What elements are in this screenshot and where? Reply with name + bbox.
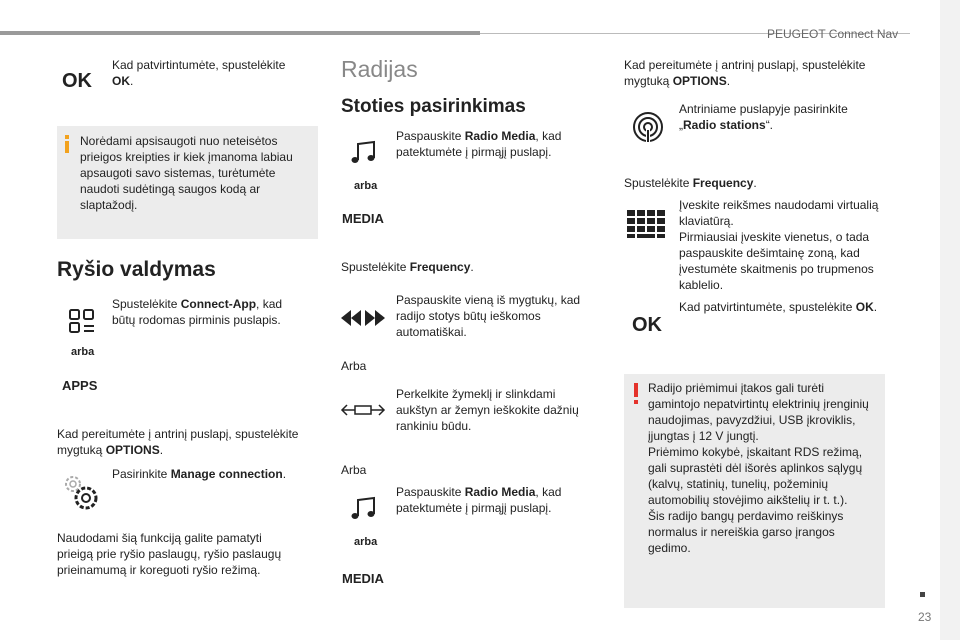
radio-antenna-icon bbox=[632, 111, 664, 143]
keypad-instruction: Įveskite reikšmes naudodami virtualią klaviatūrą. Pirmiausiai įveskite vienetus, o tada paspauskite dešimtainę zoną, kad įvestumėte skaitmenis po trupmenos kablelio. bbox=[679, 198, 879, 292]
ok-icon: OK bbox=[632, 314, 662, 336]
arba-label: arba bbox=[71, 346, 95, 358]
ok-instruction: Kad patvirtintumėte, spustelėkite OK. bbox=[112, 58, 286, 88]
arba-label: arba bbox=[354, 536, 378, 548]
or-label: Arba bbox=[341, 463, 367, 477]
page-sidebar bbox=[940, 0, 960, 640]
seek-arrows-icon bbox=[340, 307, 386, 329]
header-bar bbox=[0, 31, 480, 35]
radio-stations-instruction: Antriniame puslapyje pasirinkite „Radio stations“. bbox=[679, 102, 848, 132]
ok-instruction-2: Kad patvirtintumėte, spustelėkite OK. bbox=[679, 300, 878, 314]
settings-gears-icon bbox=[60, 472, 100, 512]
options-instruction: Kad pereitumėte į antrinį puslapį, spustelėkite mygtuką OPTIONS. bbox=[57, 427, 299, 457]
connection-description: Naudodami šią funkciją galite pamatyti prieigą prie ryšio paslaugų, ryšio paslaugų prieinamumą ir koreguoti ryšio režimą. bbox=[57, 531, 282, 577]
warning-icon bbox=[634, 383, 638, 405]
page-number: 23 bbox=[918, 610, 932, 624]
frequency-slider-icon bbox=[340, 402, 386, 418]
station-selection-title: Stoties pasirinkimas bbox=[341, 96, 526, 117]
page-marker bbox=[920, 592, 925, 597]
frequency-instruction: Spustelėkite Frequency. bbox=[341, 260, 474, 274]
or-label: Arba bbox=[341, 359, 367, 373]
connect-app-instruction: Spustelėkite Connect-App, kad būtų rodomas pirminis puslapis. bbox=[112, 297, 283, 327]
seek-instruction: Paspauskite vieną iš mygtukų, kad radijo stotys būtų ieškomos automatiškai. bbox=[396, 293, 581, 339]
header-title: PEUGEOT Connect Nav bbox=[767, 27, 899, 41]
frequency-instruction-2: Spustelėkite Frequency. bbox=[624, 176, 757, 190]
arba-label: arba bbox=[354, 180, 378, 192]
music-note-icon bbox=[350, 140, 378, 166]
media-button-label: MEDIA bbox=[342, 211, 384, 226]
connect-app-icon bbox=[68, 308, 96, 334]
warning-text: Radijo priėmimui įtakos gali turėti gamintojo nepatvirtintų elektrinių įrenginių naudojimas, pavyzdžiui, USB įkroviklis, įjungtas į 12 V jungtį. Priėmimo kokybė, įskaitant RDS režimą, gali suprastėti dėl išorės aplinkos sąlygų (kalvų, statinių, tunelių, požeminių automobilių stovėjimo aikštelių ir t. t.). Šis radijo bangų perdavimo reiškinys normalus ir nereiškia garso įrangos gedimo. bbox=[648, 381, 869, 555]
section-title-connection: Ryšio valdymas bbox=[57, 258, 216, 281]
radio-media-instruction-2: Paspauskite Radio Media, kad patektumėte į pirmąjį puslapį. bbox=[396, 485, 562, 515]
ok-icon: OK bbox=[62, 70, 92, 92]
slider-instruction: Perkelkite žymeklį ir slinkdami aukštyn ar žemyn ieškokite dažnių rankiniu būdu. bbox=[396, 387, 579, 433]
radio-media-instruction: Paspauskite Radio Media, kad patektumėte į pirmąjį puslapį. bbox=[396, 129, 562, 159]
info-icon bbox=[65, 135, 69, 155]
keypad-icon bbox=[627, 210, 667, 238]
media-button-label: MEDIA bbox=[342, 571, 384, 586]
apps-button-label: APPS bbox=[62, 378, 98, 393]
music-note-icon bbox=[350, 496, 378, 522]
info-text: Norėdami apsisaugoti nuo neteisėtos prieigos kreipties ir kiek įmanoma labiau apsaugoti savo sistemas, turėtumėte naudoti sudėtingą saugos kodą ar slaptažodį. bbox=[80, 134, 293, 212]
options-instruction-radio: Kad pereitumėte į antrinį puslapį, spustelėkite mygtuką OPTIONS. bbox=[624, 58, 866, 88]
manage-connection-instruction: Pasirinkite Manage connection. bbox=[112, 467, 287, 481]
radio-title: Radijas bbox=[341, 56, 418, 82]
